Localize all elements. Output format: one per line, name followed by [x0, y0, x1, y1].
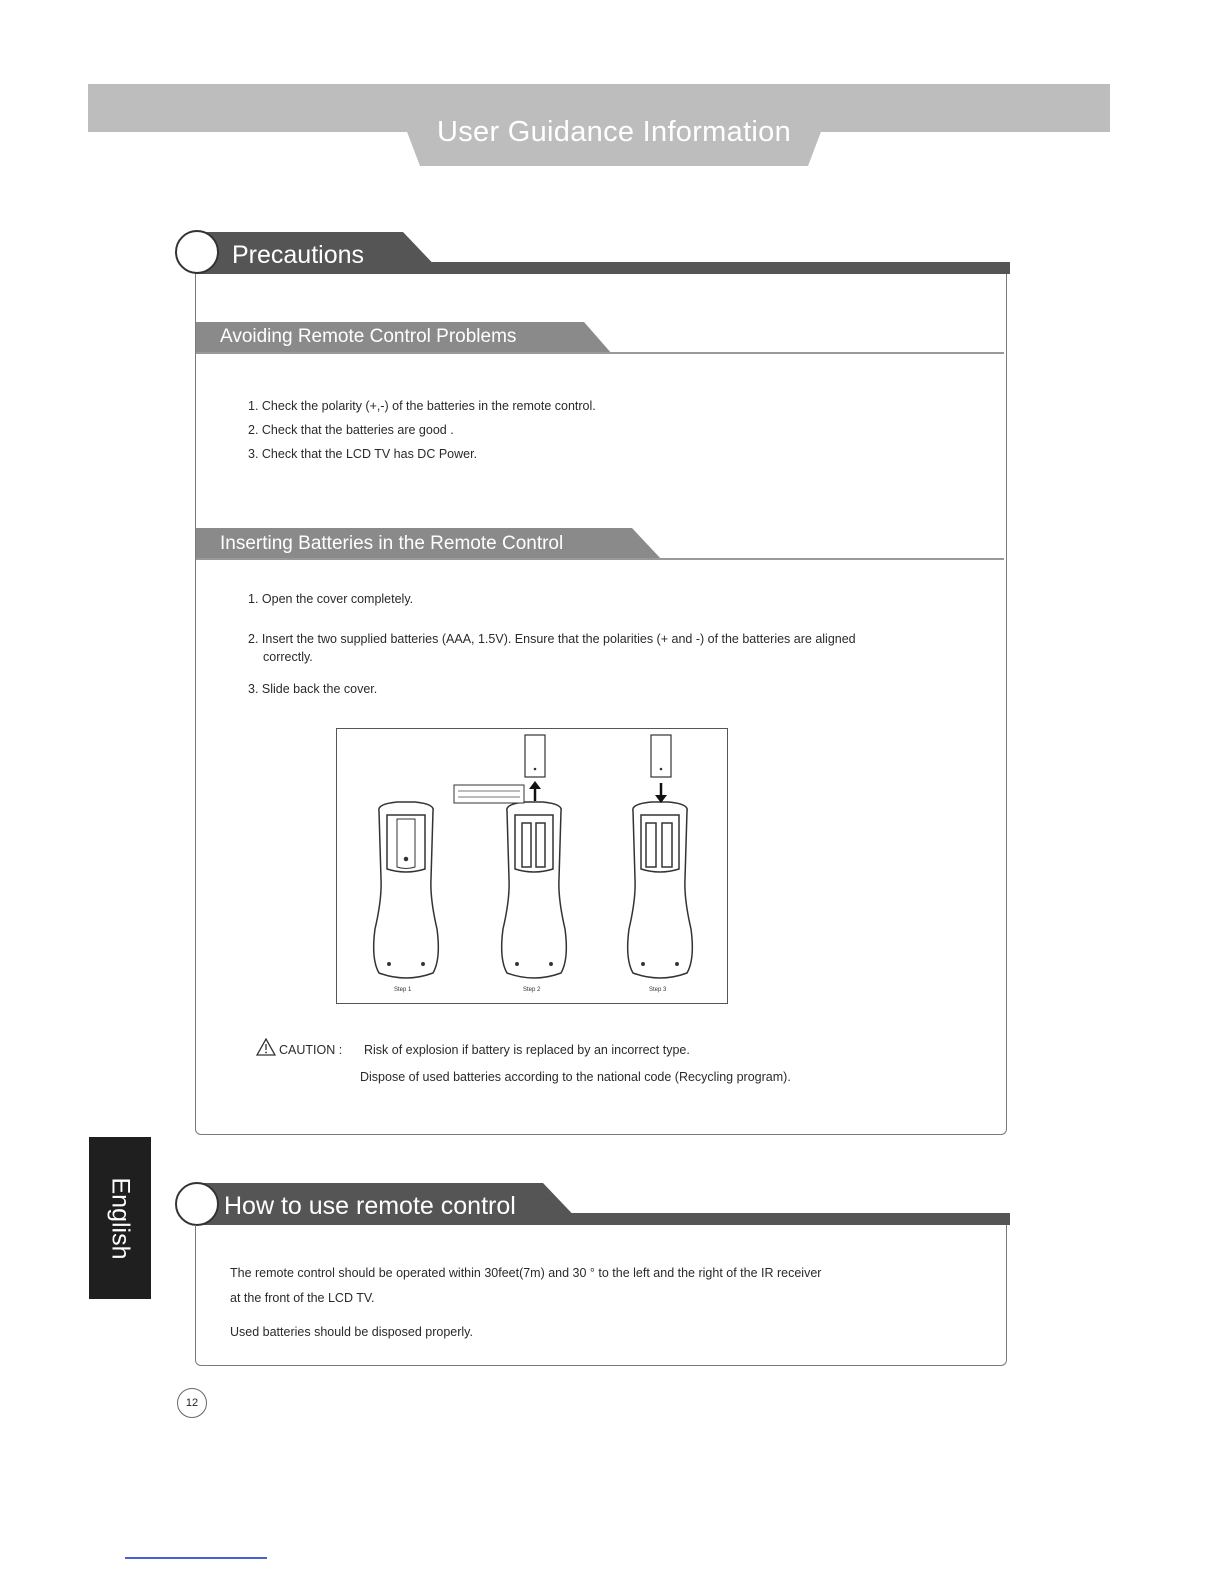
section-title-precautions: Precautions	[232, 241, 365, 269]
battery-insertion-diagram	[336, 728, 728, 1004]
instruction-label-box	[454, 785, 524, 803]
step-label: Step 3	[649, 987, 667, 993]
footer-link-underline	[125, 1557, 267, 1559]
battery-icon	[651, 735, 671, 777]
remote-step3-icon	[628, 802, 693, 978]
arrow-down-icon	[655, 783, 667, 803]
arrow-up-icon	[529, 781, 541, 801]
subsection-rule	[196, 352, 1004, 354]
caution-text: Risk of explosion if battery is replaced by an incorrect type.	[364, 1043, 690, 1057]
warning-triangle-icon	[256, 1038, 276, 1056]
section-circle-icon	[175, 1182, 219, 1226]
list-item: 3. Check that the LCD TV has DC Power.	[248, 447, 478, 461]
remote-step1-icon	[374, 802, 439, 978]
step-label: Step 1	[394, 987, 412, 993]
subsection-rule	[196, 558, 1004, 560]
body-text: The remote control should be operated within 30feet(7m) and 30 ° to the left and the right of the IR receiver	[230, 1266, 822, 1280]
remote-step2-icon	[502, 802, 567, 978]
page-title: User Guidance Information	[436, 116, 792, 148]
step-label: Step 2	[523, 987, 541, 993]
subsection-title-inserting: Inserting Batteries in the Remote Control	[220, 533, 564, 554]
caution-text: Dispose of used batteries according to the national code (Recycling program).	[360, 1070, 791, 1084]
list-item: 1. Open the cover completely.	[248, 592, 414, 606]
section-title-how-to-use: How to use remote control	[224, 1192, 516, 1220]
language-side-tab-label: English	[106, 1177, 135, 1259]
page-number: 12	[177, 1388, 207, 1418]
list-item-continuation: correctly.	[263, 650, 313, 664]
list-item: 3. Slide back the cover.	[248, 682, 378, 696]
list-item: 2. Check that the batteries are good .	[248, 423, 454, 437]
list-item: 2. Insert the two supplied batteries (AAA, 1.5V). Ensure that the polarities (+ and -) of the batteries are aligned	[248, 632, 856, 646]
battery-icon	[525, 735, 545, 777]
caution-label: CAUTION :	[279, 1043, 343, 1057]
body-text: Used batteries should be disposed properly.	[230, 1325, 473, 1339]
body-text: at the front of the LCD TV.	[230, 1291, 375, 1305]
subsection-title-avoiding: Avoiding Remote Control Problems	[220, 326, 517, 347]
section-circle-icon	[175, 230, 219, 274]
list-item: 1. Check the polarity (+,-) of the batteries in the remote control.	[248, 399, 596, 413]
